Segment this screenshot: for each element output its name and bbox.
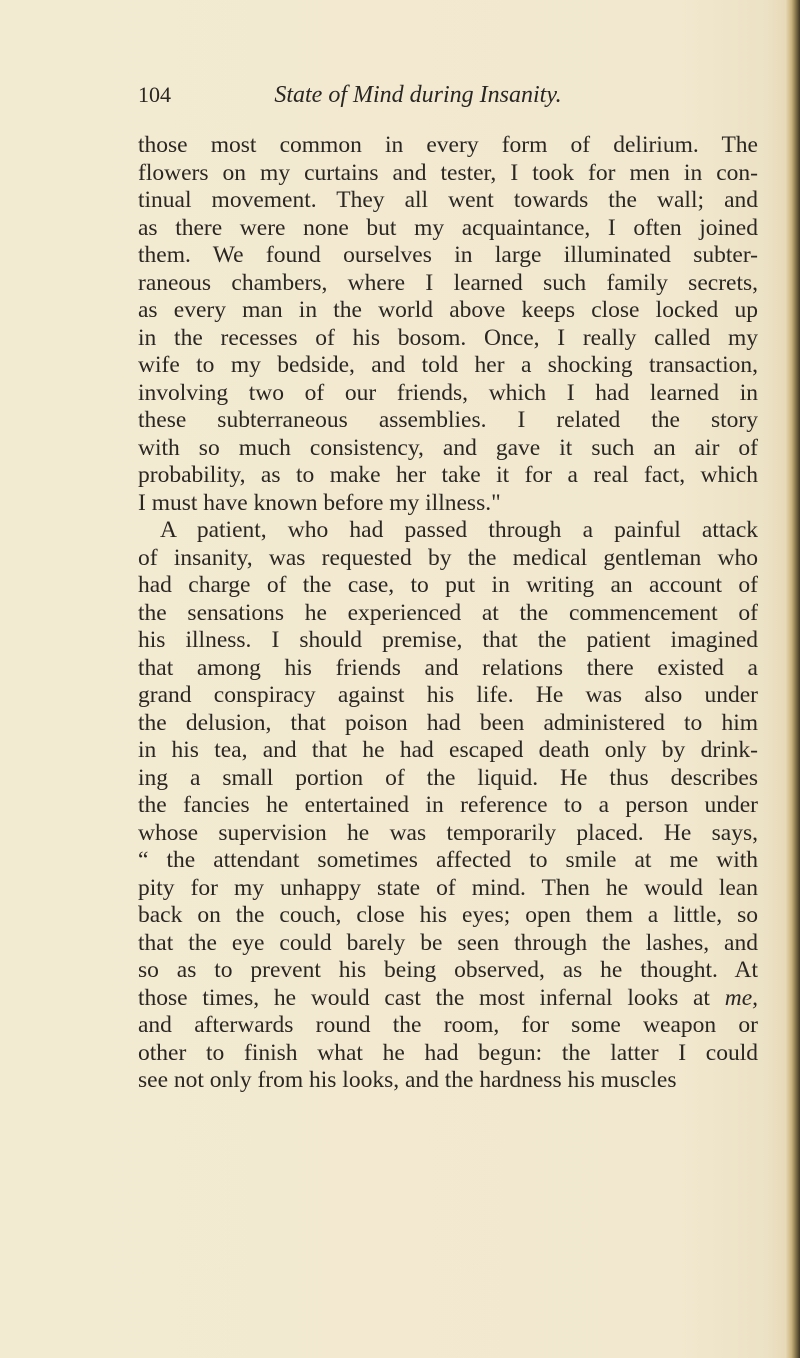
page-number: 104	[138, 82, 171, 107]
text-line-with-italic	[138, 985, 758, 1013]
text-line: and afterwards round the room, for some weapon or	[138, 1012, 758, 1038]
text-line: back on the couch, close his eyes; open them a little, so	[138, 902, 758, 928]
text-line: grand conspiracy against his life. He was also under	[138, 682, 758, 708]
text-line: “ the attendant sometimes affected to smile at me with	[138, 847, 758, 873]
text-line: the sensations he experienced at the commencement of	[138, 599, 758, 626]
body-text	[138, 132, 758, 1095]
paragraph-start-line: A patient, who had passed through a painful attack	[160, 517, 758, 543]
text-line: with so much consistency, and gave it such an air of	[138, 434, 758, 461]
text-line: involving two of our friends, which I had learned in	[138, 379, 758, 406]
text-line: see not only from his looks, and the hardness his muscles	[138, 1067, 677, 1093]
running-title: State of Mind during Insanity.	[274, 82, 562, 108]
text-line: the delusion, that poison had been administered to him	[138, 709, 758, 736]
text-line: them. We found ourselves in large illuminated subter-	[138, 242, 758, 268]
text-line: probability, as to make her take it for a real fact, which	[138, 462, 758, 488]
text-line: pity for my unhappy state of mind. Then he would lean	[138, 874, 758, 901]
text-line-start: those times, he would cast the most infernal looks at	[138, 984, 710, 1011]
text-line: those most common in every form of delirium. The	[138, 132, 758, 158]
text-line: so as to prevent his being observed, as he thought. At	[138, 957, 758, 983]
text-line: I must have known before my illness."	[138, 489, 501, 516]
text-line: raneous chambers, where I learned such family secrets,	[138, 269, 758, 296]
text-line: in the recesses of his bosom. Once, I really called my	[138, 324, 758, 351]
text-line: the fancies he entertained in reference to a person under	[138, 792, 758, 818]
text-line: as there were none but my acquaintance, I often joined	[138, 214, 758, 241]
text-line: that the eye could barely be seen through the lashes, and	[138, 929, 758, 956]
text-line: wife to my bedside, and told her a shocking transaction,	[138, 352, 758, 378]
text-line: had charge of the case, to put in writing an account of	[138, 572, 758, 598]
text-line: ing a small portion of the liquid. He thus describes	[138, 764, 758, 791]
text-line: of insanity, was requested by the medical gentleman who	[138, 544, 758, 571]
text-line: flowers on my curtains and tester, I took for men in con-	[138, 159, 758, 186]
page-edge-shadow	[786, 0, 800, 1358]
text-line: whose supervision he was temporarily placed. He says,	[138, 819, 758, 846]
text-line: other to finish what he had begun: the latter I could	[138, 1039, 758, 1066]
text-line: that among his friends and relations there existed a	[138, 654, 758, 681]
text-line: tinual movement. They all went towards the wall; and	[138, 187, 758, 213]
page-header	[138, 82, 658, 116]
text-line: as every man in the world above keeps close locked up	[138, 297, 758, 323]
text-line: in his tea, and that he had escaped death only by drink-	[138, 737, 758, 763]
italic-word: me,	[724, 984, 758, 1011]
text-line: his illness. I should premise, that the patient imagined	[138, 627, 758, 653]
text-line: these subterraneous assemblies. I related the story	[138, 407, 758, 433]
